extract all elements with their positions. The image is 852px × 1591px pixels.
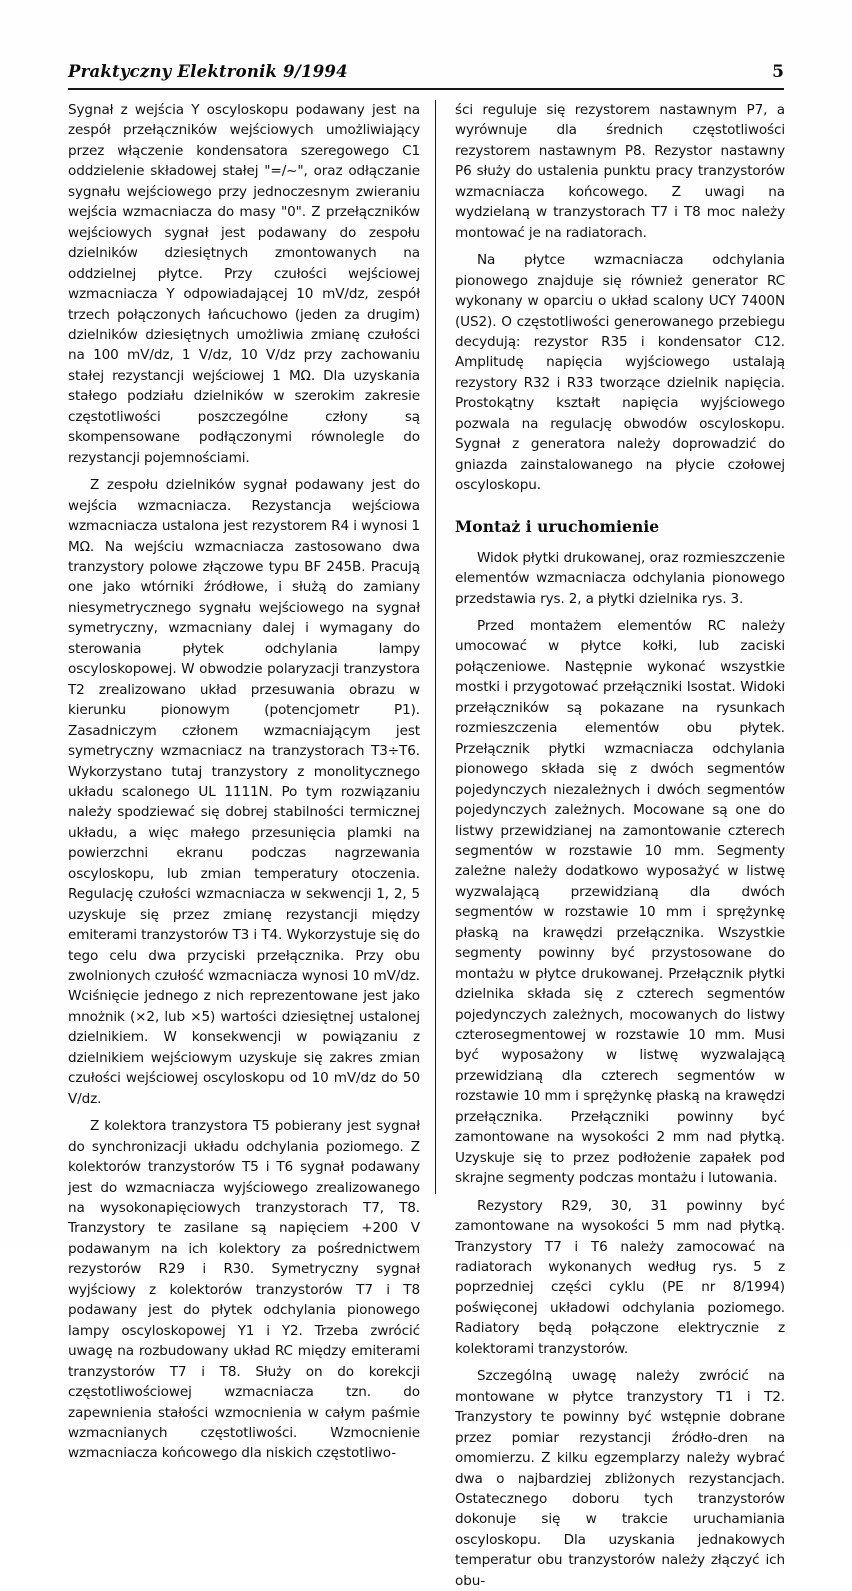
column-divider (435, 100, 436, 1194)
paragraph: Sygnał z wejścia Y oscyloskopu podawany jest na zespół przełączników wejściowych umożliwiający przez włączenie kondensatora szeregowego C1 oddzielenie składowej stałej "=/~", oraz odłączanie sygnału wejściowego przy jednoczesnym zwieraniu wejścia wzmacniacza do masy "0". Z przełączników wejściowych sygnał jest podawany do zespołu dzielników dziesiętnych zmontowanych na oddzielnej płytce. Przy czułości wejściowej wzmacniacza Y odpowiadającej 10 mV/dz, zespół trzech połączonych łańcuchowo (jeden za drugim) dzielników dziesiętnych umożliwia zmianę czułości na 100 mV/dz, 1 V/dz, 10 V/dz przy zachowaniu stałej rezystancji wejściowej 1 MΩ. Dla uzyskania stałego podziału dzielników w szerokim zakresie częstotliwości poszczególne człony są skompensowane podłączonymi równolegle do rezystancji pojemnościami. (68, 102, 420, 466)
text-column-right (455, 100, 785, 1591)
paragraph: Przed montażem elementów RC należy umocować w płytce kołki, lub zaciski połączeniowe. Następnie wykonać wszystkie mostki i przygotować przełączniki Isostat. Widoki przełączników są pokazane na rysunkach rozmieszczenia elementów obu płytek. Przełącznik płytki wzmacniacza odchylania pionowego składa się z dwóch segmentów pojedynczych niezależnych i dwóch segmentów pojedynczych zależnych. Mocowane są one do listwy przewidzianej na zamontowanie czterech segmentów w rozstawie 10 mm. Segmenty zależne należy dodatkowo wyposażyć w listwę wyzwalającą przewidzianą dla dwóch segmentów w rozstawie 10 mm i sprężynkę płaską na krawędzi przełącznika. Wszystkie segmenty powinny być przystosowane do montażu w płytce drukowanej. Przełącznik płytki dzielnika składa się z czterech segmentów pojedynczych zależnych, mocowanych do listwy czterosegmentowej w rozstawie 10 mm. Musi być wyposażony w listwę wyzwalającą przewidzianą dla czterech segmentów w rozstawie 10 mm i sprężynkę płaską na krawędzi przełącznika. Przełączniki powinny być zamontowane na wysokości 2 mm nad płytką. Uzyskuje się to przez podłożenie zapałek pod skrajne segmenty podczas montażu i lutowania. (455, 617, 785, 1187)
paragraph-continuation: ści reguluje się rezystorem nastawnym P7, a wyrównuje dla średnich częstotliwości rezystorem nastawnym P8. Rezystor nastawny P6 służy do ustalenia punktu pracy tranzystorów wzmacniacza końcowego. Z uwagi na wydzielaną w tranzystorach T7 i T8 moc należy montować je na radiatorach. (455, 102, 785, 241)
text-column-left (68, 100, 420, 1464)
header-rule (68, 88, 784, 90)
paragraph: Szczególną uwagę należy zwrócić na montowane w płytce tranzystory T1 i T2. Tranzystory te powinny być wstępnie dobrane przez pomiar rezystancji źródło-dren na omomierzu. Z kilku egzemplarzy należy wybrać dwa o najbardziej zbliżonych rezystancjach. Ostatecznego doboru tych tranzystorów dokonuje się w trakcie uruchamiania oscyloskopu. Dla uzyskania jednakowych temperatur obu tranzystorów należy złączyć ich obu- (455, 1368, 785, 1589)
page-number: 5 (772, 62, 784, 82)
paragraph: Rezystory R29, 30, 31 powinny być zamontowane na wysokości 5 mm nad płytką. Tranzystory T7 i T6 należy zamocować na radiatorach wykonanych według rys. 5 z poprzedniej części cyklu (PE nr 8/1994) poświęconej układowi odchylania poziomego. Radiatory będą połączone elektrycznie z kolektorami tranzystorów. (455, 1197, 785, 1357)
section-heading: Montaż i uruchomienie (455, 516, 660, 536)
paragraph: Na płytce wzmacniacza odchylania pionowego znajduje się również generator RC wykonany w oparciu o układ scalony UCY 7400N (US2). O częstotliwości generowanego przebiegu decydują: rezystor R35 i kondensator C12. Amplitudę napięcia wyjściowego ustalają rezystory R32 i R33 tworzące dzielnik napięcia. Prostokątny kształt napięcia wyjściowego pozwala na regulację obwodów oscyloskopu. Sygnał z generatora należy doprowadzić do gniazda zainstalowanego na płycie czołowej oscyloskopu. (455, 252, 785, 494)
paragraph: Z zespołu dzielników sygnał podawany jest do wejścia wzmacniacza. Rezystancja wejściowa wzmacniacza ustalona jest rezystorem R4 i wynosi 1 MΩ. Na wejściu wzmacniacza zastosowano dwa tranzystory polowe złączowe typu BF 245B. Pracują one jako wtórniki źródłowe, i służą do zamiany niesymetrycznego sygnału wejściowego na sygnał symetryczny, wzmacniany dalej i wymagany do sterowania płytek odchylania lampy oscyloskopowej. W obwodzie polaryzacji tranzystora T2 zrealizowano układ przesuwania obrazu w kierunku pionowym (potencjometr P1). Zasadniczym członem wzmacniającym jest symetryczny wzmacniacz na tranzystorach T3÷T6. Wykorzystano tutaj tranzystory z monolitycznego układu scalonego UL 1111N. Po tym rozwiązaniu należy spodziewać się dobrej stabilności termicznej układu, a więc małego przesunięcia plamki na powierzchni ekranu podczas nagrzewania oscyloskopu, lub zmian temperatury otoczenia. Regulację czułości wzmacniacza w sekwencji 1, 2, 5 uzyskuje się przez zmianę rezystancji między emiterami tranzystorów T3 i T4. Wykorzystuje się do tego celu dwa przyciski przełącznika. Przy obu zwolnionych czułość wzmacniacza wynosi 10 mV/dz. Wciśnięcie jednego z nich reprezentowane jest jako mnożnik (×2, lub ×5) wartości dziesiętnej ustalonej dzielnikiem. W konsekwencji w powiązaniu z dzielnikiem wejściowym uzyskuje się zakres zmian czułości wejściowej oscyloskopu od 10 mV/dz do 50 V/dz. (68, 477, 420, 1107)
running-head (68, 62, 784, 96)
paragraph: Z kolektora tranzystora T5 pobierany jest sygnał do synchronizacji układu odchylania poziomego. Z kolektorów tranzystorów T5 i T6 sygnał podawany jest do wzmacniacza wyjściowego zrealizowanego na wysokonapięciowych tranzystorach T7, T8. Tranzystory te zasilane są napięciem +200 V podawanym na ich kolektory za pośrednictwem rezystorów R29 i R30. Symetryczny sygnał wyjściowy z kolektorów tranzystorów T7 i T8 podawany jest do płytek odchylania pionowego lampy oscyloskopowej Y1 i Y2. Trzeba zwrócić uwagę na rozbudowany układ RC między emiterami tranzystorów T7 i T8. Służy on do korekcji częstotliwościowej wzmacniacza tzn. do zapewnienia stałości wzmocnienia w całym paśmie wzmacnianych częstotliwości. Wzmocnienie wzmacniacza końcowego dla niskich częstotliwo- (68, 1118, 420, 1462)
publication-title: Praktyczny Elektronik 9/1994 (68, 62, 348, 81)
paragraph: Widok płytki drukowanej, oraz rozmieszczenie elementów wzmacniacza odchylania pionowego przedstawia rys. 2, a płytki dzielnika rys. 3. (455, 549, 785, 607)
